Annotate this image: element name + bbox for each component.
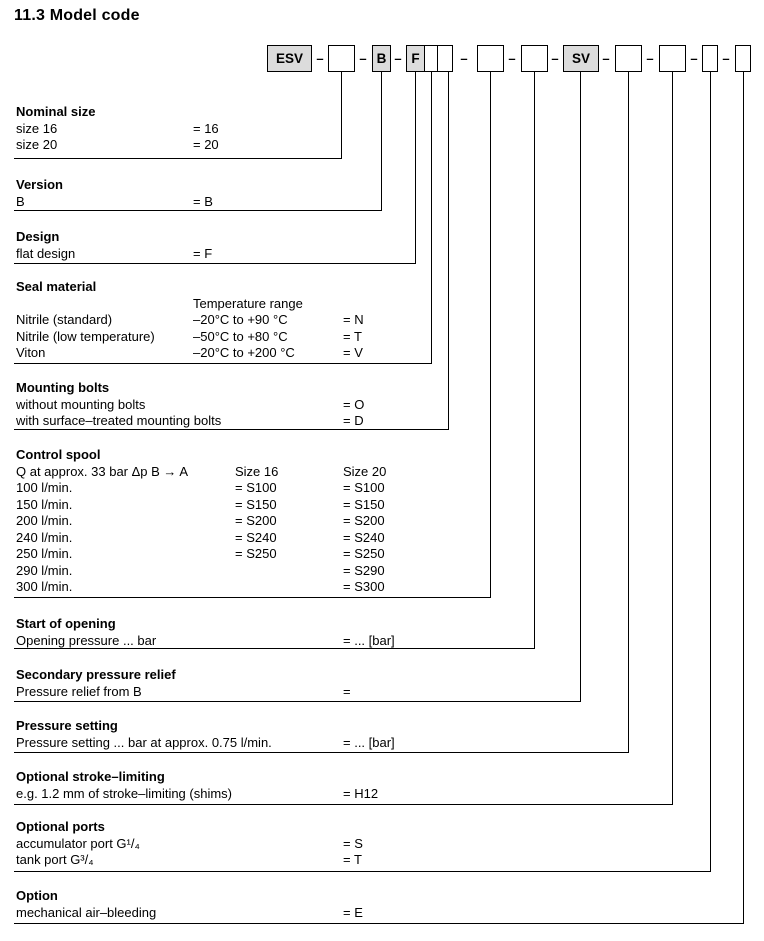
rule-option (14, 923, 744, 924)
column-header-row (16, 296, 750, 313)
code-box-label: SV (571, 51, 590, 66)
section-secondary-pressure-relief (16, 667, 750, 700)
row-label: 150 l/min. (16, 496, 73, 512)
row-code-size16: = S100 (235, 480, 277, 495)
section-title: Version (16, 177, 63, 192)
rule-secondary-relief (14, 701, 581, 702)
dash-separator: – (460, 51, 468, 66)
option-row (16, 497, 750, 514)
dash-separator: – (602, 51, 610, 66)
row-code: = ... [bar] (343, 632, 395, 648)
row-label: 290 l/min. (16, 562, 73, 578)
option-row (16, 579, 750, 596)
option-row (16, 513, 750, 530)
rule-seal-material (14, 363, 432, 364)
code-box-nominal-size (328, 45, 355, 72)
row-label: size 16 (16, 120, 58, 136)
row-label: accumulator port G¹/₄ (16, 835, 140, 851)
page-title: 11.3 Model code (14, 7, 140, 24)
code-box-version (372, 45, 391, 72)
row-label: flat design (16, 245, 76, 261)
row-temp-range: –20°C to +200 °C (193, 345, 295, 360)
option-row (16, 329, 750, 346)
row-code: = T (343, 328, 362, 344)
row-temp-range: –50°C to +80 °C (193, 328, 288, 344)
option-row (16, 633, 750, 650)
row-temp-range: –20°C to +90 °C (193, 312, 288, 327)
section-optional-stroke-limiting (16, 769, 750, 802)
dash-separator: – (646, 51, 654, 66)
rule-version (14, 210, 382, 211)
row-label: mechanical air–bleeding (16, 904, 157, 920)
code-box-optional-ports (702, 45, 718, 72)
row-code: = ... [bar] (343, 734, 395, 750)
rule-stroke-limiting (14, 804, 673, 805)
row-code: = (343, 683, 351, 699)
row-code: = 20 (193, 137, 219, 152)
code-box-start-of-opening (521, 45, 548, 72)
row-label: Opening pressure ... bar (16, 632, 157, 648)
row-code: = E (343, 904, 363, 920)
row-label: Nitrile (low temperature) (16, 328, 155, 344)
column-header-size16: Size 16 (235, 463, 279, 479)
option-row (16, 836, 750, 853)
rule-nominal-size (14, 158, 342, 159)
option-row (16, 194, 750, 211)
option-row (16, 137, 750, 154)
option-row (16, 312, 750, 329)
row-code-size16: = S250 (235, 546, 277, 561)
code-box-stroke-limiting (659, 45, 686, 72)
section-title: Seal material (16, 279, 97, 294)
rule-optional-ports (14, 871, 711, 872)
code-box-prefix-esv (267, 45, 312, 72)
section-title: Pressure setting (16, 718, 118, 733)
dash-separator: – (551, 51, 559, 66)
option-row (16, 852, 750, 869)
option-row (16, 735, 750, 752)
row-label: 240 l/min. (16, 529, 73, 545)
row-code: = D (343, 413, 364, 428)
option-row (16, 397, 750, 414)
section-title: Start of opening (16, 616, 116, 631)
section-nominal-size (16, 104, 750, 154)
section-title: Design (16, 229, 60, 244)
row-label: Q at approx. 33 bar Δp B → A (16, 463, 188, 479)
row-code: = H12 (343, 785, 379, 801)
code-box-label: B (376, 51, 387, 66)
row-label: Pressure relief from B (16, 683, 142, 699)
dash-separator: – (394, 51, 402, 66)
row-code-size20: = S250 (343, 546, 385, 561)
section-title: Secondary pressure relief (16, 667, 176, 682)
row-label: Nitrile (standard) (16, 312, 113, 327)
section-title: Optional stroke–limiting (16, 769, 165, 784)
row-label: 300 l/min. (16, 579, 73, 594)
row-code: = 16 (193, 120, 219, 136)
code-box-design (406, 45, 425, 72)
section-pressure-setting (16, 718, 750, 751)
section-seal-material (16, 279, 750, 362)
section-title: Optional ports (16, 819, 105, 834)
section-title: Control spool (16, 447, 101, 462)
dash-separator: – (690, 51, 698, 66)
row-label: B (16, 193, 25, 209)
row-code: = N (343, 312, 364, 327)
row-label: 100 l/min. (16, 480, 73, 495)
column-header: Temperature range (193, 295, 303, 311)
row-code-size20: = S200 (343, 513, 385, 528)
section-title: Nominal size (16, 104, 96, 119)
row-code-size16: = S200 (235, 513, 277, 528)
row-label: size 20 (16, 137, 58, 152)
row-code-size16: = S240 (235, 529, 277, 545)
row-code-size16: = S150 (235, 496, 277, 512)
section-start-of-opening (16, 616, 750, 649)
section-optional-ports (16, 819, 750, 869)
row-label: Viton (16, 345, 46, 360)
row-code: = T (343, 852, 362, 867)
code-box-control-spool (477, 45, 504, 72)
row-code: = F (193, 245, 213, 261)
row-label: 250 l/min. (16, 546, 73, 561)
row-code: = B (193, 193, 213, 209)
option-row (16, 546, 750, 563)
dash-separator: – (359, 51, 367, 66)
code-box-label: ESV (275, 51, 303, 66)
row-label: 200 l/min. (16, 513, 73, 528)
option-row (16, 413, 750, 430)
section-option (16, 888, 750, 921)
section-title: Mounting bolts (16, 380, 110, 395)
row-code-size20: = S150 (343, 496, 385, 512)
section-title: Option (16, 888, 58, 903)
code-box-option (735, 45, 751, 72)
row-code-size20: = S240 (343, 529, 385, 545)
row-code-size20: = S290 (343, 562, 385, 578)
option-row (16, 530, 750, 547)
column-header-row (16, 464, 750, 481)
row-code: = V (343, 345, 363, 360)
row-label: e.g. 1.2 mm of stroke–limiting (shims) (16, 785, 233, 801)
row-code: = O (343, 396, 365, 412)
code-box-pressure-setting (615, 45, 642, 72)
rule-design (14, 263, 416, 264)
row-label: tank port G³/₄ (16, 852, 94, 867)
rule-pressure-setting (14, 752, 629, 753)
section-design (16, 229, 750, 262)
section-version (16, 177, 750, 210)
dash-separator: – (722, 51, 730, 66)
row-label: Pressure setting ... bar at approx. 0.75 l/min. (16, 734, 272, 750)
option-row (16, 563, 750, 580)
code-box-mounting-bolts (437, 45, 453, 72)
option-row (16, 480, 750, 497)
code-box-secondary-relief-sv (563, 45, 599, 72)
section-control-spool (16, 447, 750, 596)
code-box-label: F (411, 51, 420, 66)
dash-separator: – (316, 51, 324, 66)
row-code-size20: = S300 (343, 579, 385, 594)
option-row (16, 684, 750, 701)
row-label: without mounting bolts (16, 396, 146, 412)
row-label: with surface–treated mounting bolts (16, 413, 222, 428)
option-row (16, 786, 750, 803)
row-code-size20: = S100 (343, 480, 385, 495)
row-code: = S (343, 835, 363, 851)
option-row (16, 246, 750, 263)
option-row (16, 121, 750, 138)
column-header-size20: Size 20 (343, 463, 387, 479)
rule-control-spool (14, 597, 491, 598)
section-mounting-bolts (16, 380, 750, 430)
option-row (16, 905, 750, 922)
option-row (16, 345, 750, 362)
dash-separator: – (508, 51, 516, 66)
